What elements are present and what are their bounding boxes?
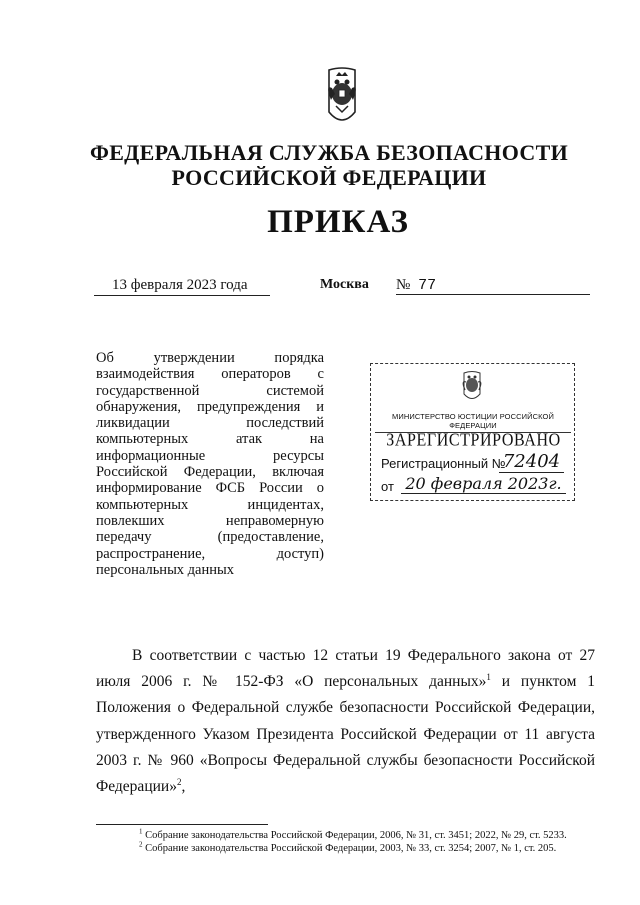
footnote-ref-1: 1 — [486, 672, 491, 683]
order-number-label: № — [396, 277, 411, 293]
stamp-ministry: МИНИСТЕРСТВО ЮСТИЦИИ РОССИЙСКОЙ ФЕДЕРАЦИИ — [375, 412, 571, 433]
stamp-reg-label: Регистрационный № — [381, 456, 506, 471]
order-city: Москва — [320, 277, 369, 292]
order-number — [396, 277, 590, 295]
stamp-coat-of-arms-icon — [455, 370, 489, 404]
agency-name-line2: РОССИЙСКОЙ ФЕДЕРАЦИИ — [171, 165, 487, 190]
footnote-text: Собрание законодательства Российской Федерации, 2006, № 31, ст. 3451; 2022, № 29, ст. 5233. — [142, 830, 567, 841]
registration-stamp — [370, 363, 575, 501]
footnote-item — [139, 840, 609, 856]
stamp-reg-date: 20 февраля 2023г. — [401, 474, 566, 494]
russian-coat-of-arms-icon — [305, 66, 379, 132]
footnote-item — [139, 827, 609, 843]
body-text-part3: , — [181, 778, 186, 796]
document-type-heading: ПРИКАЗ — [267, 204, 409, 240]
body-text-part2: и пунктом 1 Положения о Федеральной службе безопасности Российской Федерации, утвержденного Указом Президента Российской Федерации от 11 августа 2003 г. № 960 «Вопросы Федеральной службы безопасности Российской Федерации» — [96, 673, 596, 796]
stamp-status: ЗАРЕГИСТРИРОВАНО — [386, 431, 561, 450]
agency-name — [0, 140, 640, 190]
order-date: 13 февраля 2023 года — [94, 277, 270, 296]
body-paragraph — [96, 643, 595, 800]
order-body — [96, 643, 595, 800]
footnote-mark: 1 — [139, 827, 143, 836]
footnote-mark: 2 — [139, 840, 143, 848]
footnote-text: Собрание законодательства Российской Федерации, 2003, № 33, ст. 3254; 2007, № 1, ст. 205. — [142, 842, 557, 854]
body-text-part1: В соответствии с частью 12 статьи 19 Федерального закона от 27 июля 2006 г. № 152-ФЗ «О персональных данных» — [96, 647, 595, 691]
order-number-value: 77 — [418, 277, 437, 294]
footnotes — [139, 827, 609, 855]
order-title: Об утверждении порядка взаимодействия операторов с государственной системой обнаружения, предупреждения и ликвидации последствий компьютерных атак на информационные ресурсы Российской Федерации, включая информирование ФСБ России о компьютерных инцидентах, повлекших неправомерную передачу (предоставление, распространение, доступ) персональных данных — [96, 350, 324, 578]
agency-name-line1: ФЕДЕРАЛЬНАЯ СЛУЖБА БЕЗОПАСНОСТИ — [90, 140, 568, 165]
stamp-date-label: от — [381, 479, 394, 494]
footnote-ref-2: 2 — [176, 776, 182, 787]
stamp-reg-number: 72404 — [499, 451, 564, 473]
footnote-divider — [96, 824, 268, 825]
